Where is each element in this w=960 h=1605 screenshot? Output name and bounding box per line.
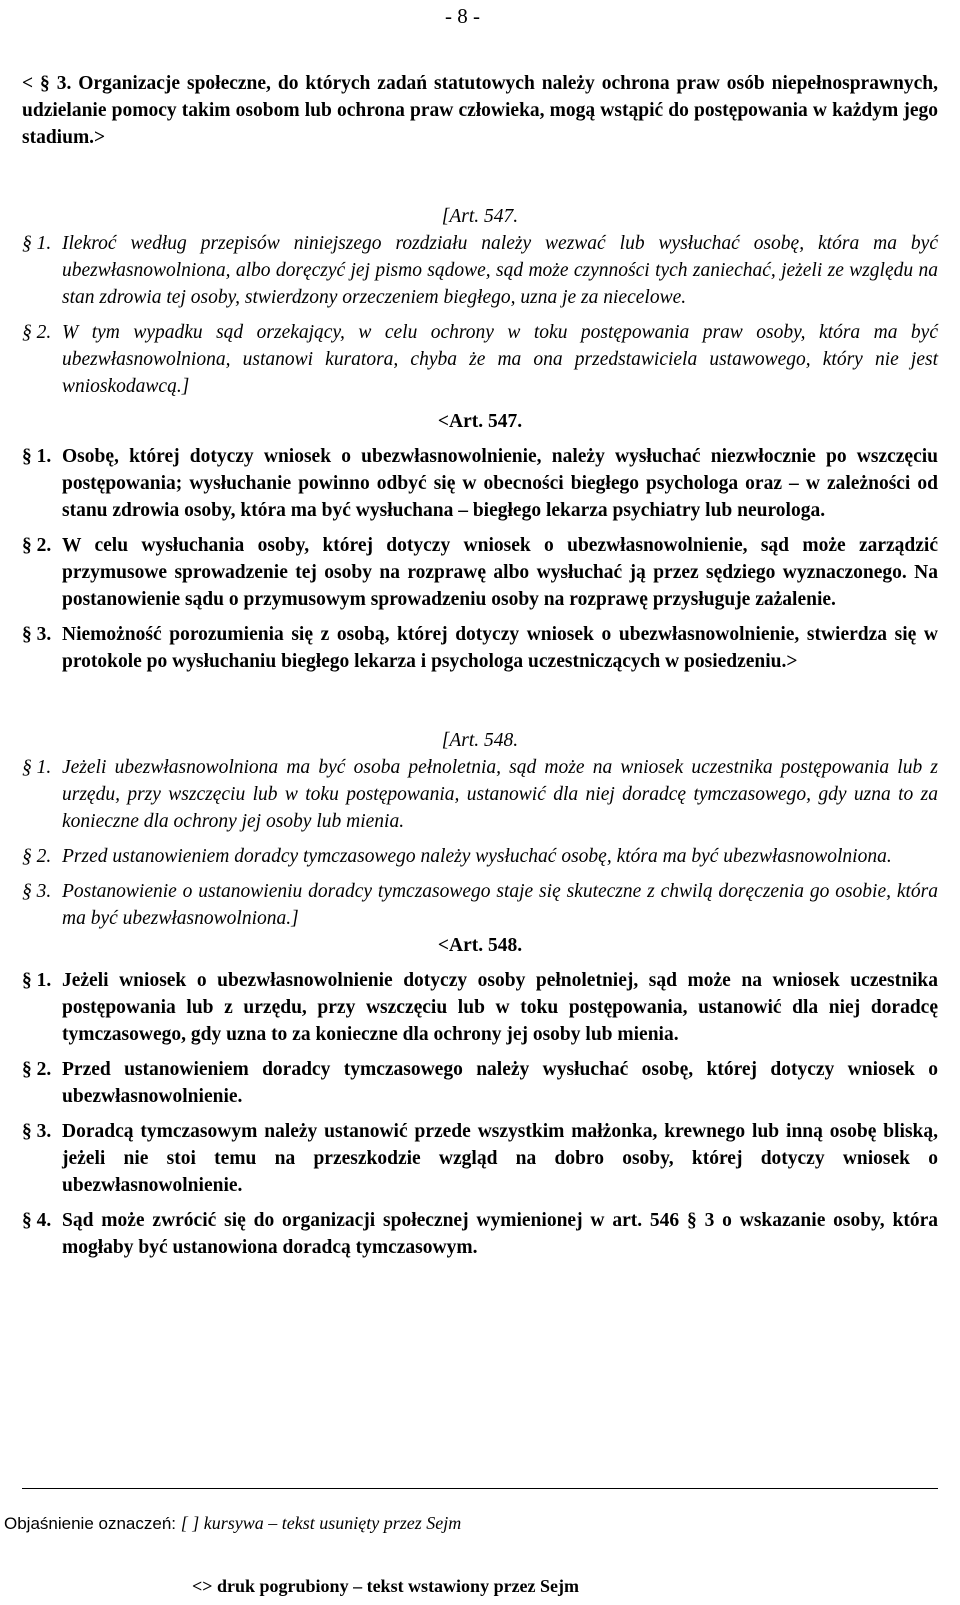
paragraph-mark: § 2. xyxy=(22,846,52,867)
legend-line xyxy=(4,1510,461,1537)
art547-old-par1 xyxy=(22,230,938,311)
art548-new-heading: <Art. 548. xyxy=(437,935,523,956)
paragraph-text: Przed ustanowieniem doradcy tymczasowego należy wysłuchać osobę, która ma być ubezwłasnowolniona. xyxy=(62,846,892,867)
art548-old-par1 xyxy=(22,754,938,835)
paragraph-mark: § 4. xyxy=(22,1210,52,1231)
paragraph-mark: § 1. xyxy=(22,757,52,778)
legend-italic-note: [ ] kursywa – tekst usunięty przez Sejm xyxy=(180,1513,462,1533)
paragraph-text: Ilekroć według przepisów niniejszego rozdziału należy wezwać lub wysłuchać osobę, która ma być ubezwłasnowolniona, albo doręczyć jej pismo sądowe, sąd może czynności tych zaniechać, jeżeli ze względu na stan zdrowia tej osoby, stwierdzony orzeczeniem biegłego, uzna je za niecelowe. xyxy=(62,233,938,308)
legend-label: Objaśnienie oznaczeń: xyxy=(4,1514,177,1533)
paragraph-text: Niemożność porozumienia się z osobą, której dotyczy wniosek o ubezwłasnowolnienie, stwierdza się w protokole po wysłuchaniu biegłego lekarza i psychologa uczestniczących w posiedzeniu.> xyxy=(62,624,938,672)
art547-old-par2 xyxy=(22,319,938,400)
art547-new-par3 xyxy=(22,621,938,675)
art546-par3-inserted: < § 3. Organizacje społeczne, do których zadań statutowych należy ochrona praw osób niepełnosprawnych, udzielanie pomocy takim osobom lub ochrona praw człowieka, mogą wstąpić do postępowania w każdym jego stadium.> xyxy=(22,73,938,148)
paragraph-mark: § 3. xyxy=(22,1121,52,1142)
paragraph-text: Osobę, której dotyczy wniosek o ubezwłasnowolnienie, należy wysłuchać niezwłocznie po wszczęciu postępowania; wysłuchanie powinno odbyć się w obecności biegłego psychologa oraz – w zależności od stanu zdrowia osoby, która ma być wysłuchana – biegłego lekarza psychiatry lub neurologa. xyxy=(62,446,938,521)
paragraph-mark: § 3. xyxy=(22,624,52,645)
page-number: - 8 - xyxy=(445,4,480,28)
art548-new-par3 xyxy=(22,1118,938,1199)
art547-new-heading: <Art. 547. xyxy=(437,411,523,432)
paragraph-mark: § 2. xyxy=(22,1059,52,1080)
paragraph-mark: § 3. xyxy=(22,881,52,902)
art548-old-par2 xyxy=(22,843,938,870)
paragraph-text: Sąd może zwrócić się do organizacji społecznej wymienionej w art. 546 § 3 o wskazanie osoby, która mogłaby być ustanowiona doradcą tymczasowym. xyxy=(62,1210,938,1258)
paragraph-text: Jeżeli ubezwłasnowolniona ma być osoba pełnoletnia, sąd może na wniosek uczestnika postępowania lub z urzędu, przy wszczęciu lub w toku postępowania, ustanowić dla niej doradcę tymczasowego, gdy uzna to za konieczne dla ochrony jej osoby lub mienia. xyxy=(62,757,938,832)
paragraph-mark: § 2. xyxy=(22,322,52,343)
paragraph-text: Postanowienie o ustanowieniu doradcy tymczasowego staje się skuteczne z chwilą doręczenia go osobie, która ma być ubezwłasnowolniona.] xyxy=(62,881,938,929)
paragraph-text: W celu wysłuchania osoby, której dotyczy wniosek o ubezwłasnowolnienie, sąd może zarządzić przymusowe sprowadzenie tej osoby na rozprawę albo wysłuchać ją przez sędziego wyznaczonego. Na postanowienie sądu o przymusowym sprowadzeniu osoby na rozprawę przysługuje zażalenie. xyxy=(62,535,938,610)
art548-old-heading: [Art. 548. xyxy=(441,730,519,751)
paragraph-text: Przed ustanowieniem doradcy tymczasowego należy wysłuchać osobę, której dotyczy wniosek o ubezwłasnowolnienie. xyxy=(62,1059,938,1107)
art547-new-par2 xyxy=(22,532,938,613)
paragraph-mark: § 1. xyxy=(22,233,52,254)
art548-new-par2 xyxy=(22,1056,938,1110)
document-body xyxy=(22,70,938,1261)
art548-new-par1 xyxy=(22,967,938,1048)
art547-old-heading: [Art. 547. xyxy=(441,206,519,227)
paragraph-mark: § 1. xyxy=(22,970,52,991)
paragraph-text: Jeżeli wniosek o ubezwłasnowolnienie dotyczy osoby pełnoletniej, sąd może na wniosek uczestnika postępowania lub z urzędu, przy wszczęciu lub w toku postępowania, ustanowić dla niej doradcę tymczasowego, gdy uzna to za konieczne dla ochrony jej osoby lub mienia. xyxy=(62,970,938,1045)
art548-new-par4 xyxy=(22,1207,938,1261)
art548-old-par3 xyxy=(22,878,938,932)
footer-divider xyxy=(22,1488,938,1489)
legend-bold-note: <> druk pogrubiony – tekst wstawiony przez Sejm xyxy=(192,1576,580,1596)
paragraph-mark: § 2. xyxy=(22,535,52,556)
art547-new-par1 xyxy=(22,443,938,524)
paragraph-text: W tym wypadku sąd orzekający, w celu ochrony w toku postępowania praw osoby, która ma być ubezwłasnowolniona, ustanowi kuratora, chyba że ma ona przedstawiciela ustawowego, który nie jest wnioskodawcą.] xyxy=(62,322,938,397)
paragraph-mark: § 1. xyxy=(22,446,52,467)
paragraph-text: Doradcą tymczasowym należy ustanowić przede wszystkim małżonka, krewnego lub inną osobę bliską, jeżeli nie stoi temu na przeszkodzie wzgląd na dobro osoby, której dotyczy wniosek o ubezwłasnowolnienie. xyxy=(62,1121,938,1196)
